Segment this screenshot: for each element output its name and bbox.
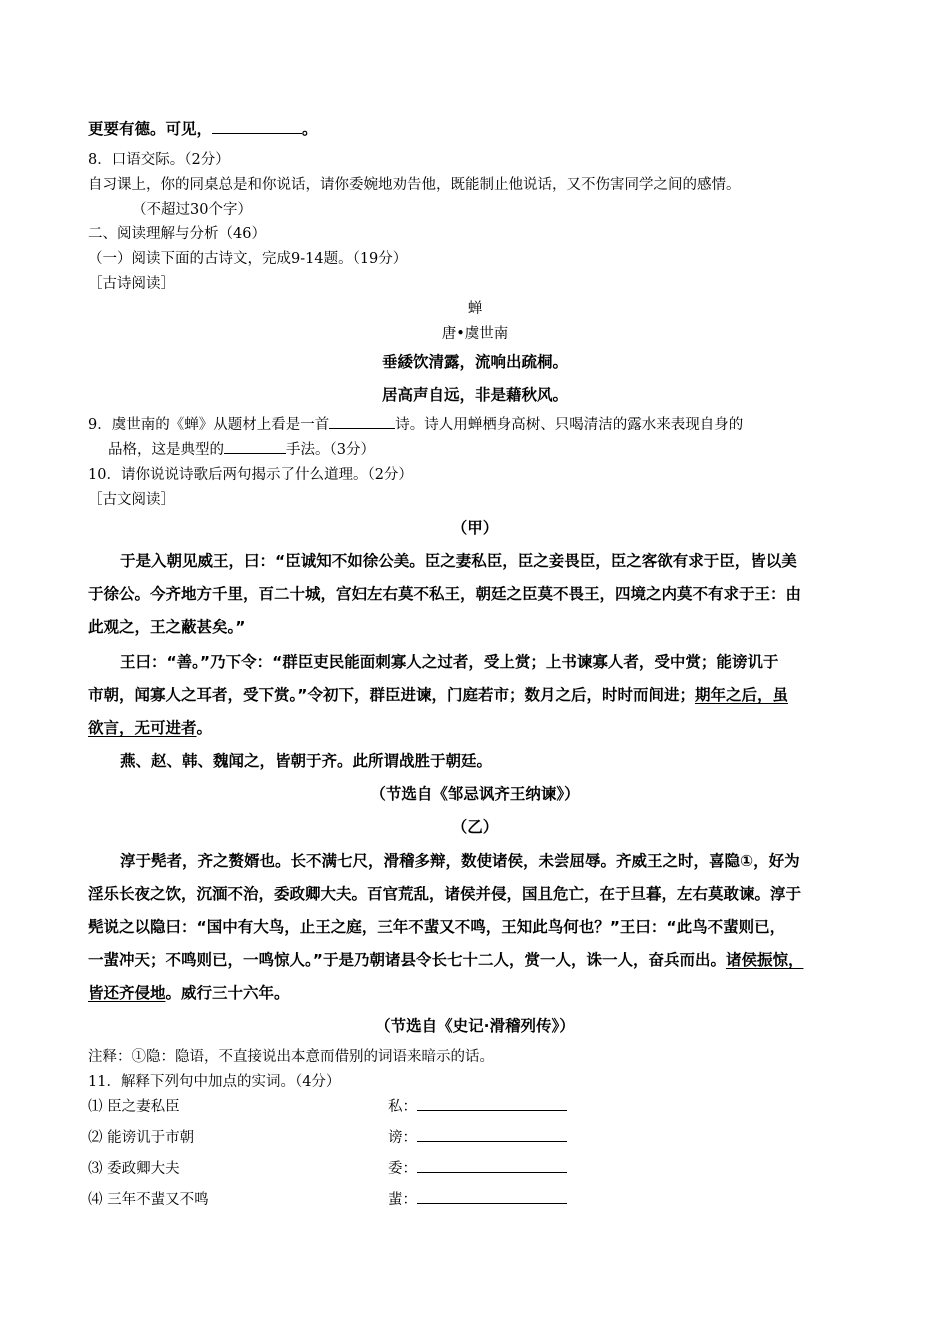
q9-text-c: 品格，这是典型的: [108, 442, 224, 458]
passage-b-source: （节选自《史记·滑稽列传》）: [375, 1017, 575, 1035]
q11-item-1: ⑴ 臣之妻私臣: [88, 1099, 180, 1115]
answer-blank: [224, 439, 286, 454]
answer-blank: [212, 119, 302, 134]
q8-limit: （不超过30个字）: [132, 202, 252, 218]
passage-a-line-2: 于徐公。今齐地方千里，百二十城，宫妇左右莫不私王，朝廷之臣莫不畏王，四境之内莫不有求于王：由: [88, 585, 802, 603]
answer-blank: [329, 414, 395, 429]
section2-heading: 二、阅读理解与分析（46）: [88, 226, 266, 242]
underlined-sentence: 诸侯振惊，: [725, 951, 804, 969]
q11-answer-2: [388, 1126, 567, 1147]
passage-a-label: （甲）: [451, 519, 499, 537]
q10-heading: 10．请你说说诗歌后两句揭示了什么道理。（2分）: [88, 467, 413, 483]
q11-item-2: ⑵ 能谤讥于市朝: [88, 1130, 195, 1146]
passage-a-text: 市朝，闻寡人之耳者，受下赏。”令初下，群臣进谏，门庭若市；数月之后，时时而间进；: [88, 686, 695, 704]
passage-a-line-3: 此观之，王之蔽甚矣。”: [88, 618, 246, 636]
answer-line: [417, 1127, 567, 1142]
poem-title: 蝉: [467, 301, 483, 317]
poem-line-2: 居高声自远，非是藉秋风。: [381, 386, 568, 404]
q8-body: 自习课上，你的同桌总是和你说话，请你委婉地劝告他，既能制止他说话，又不伤害同学之间的感情。: [88, 177, 741, 193]
answer-line: [417, 1158, 567, 1173]
passage-b-line-3: 髡说之以隐曰：“国中有大鸟，止王之庭，三年不蜚又不鸣，王知此鸟何也？”王曰：“此鸟不蜚则已，: [88, 918, 786, 936]
q11-word: 谤：: [388, 1130, 417, 1146]
part1-heading: （一）阅读下面的古诗文，完成9-14题。（19分）: [88, 251, 408, 267]
q9-text-d: 手法。（3分）: [286, 442, 375, 458]
continuation-end: 。: [302, 120, 318, 138]
q11-answer-1: [388, 1095, 567, 1116]
q11-item-3: ⑶ 委政卿大夫: [88, 1161, 180, 1177]
underlined-sentence-cont: 皆还齐侵地: [88, 984, 166, 1002]
passage-b-line-5: [88, 981, 290, 1003]
answer-line: [417, 1096, 567, 1111]
q8-heading: 8．口语交际。（2分）: [88, 152, 230, 168]
continuation-text: 更要有德。可见，: [88, 120, 213, 138]
passage-b-line-2: 淫乐长夜之饮，沉湎不治，委政卿大夫。百官荒乱，诸侯并侵，国且危亡，在于旦暮，左右莫敢谏。淳于: [88, 885, 802, 903]
passage-b-text: 一蜚冲天；不鸣则已，一鸣惊人。”于是乃朝诸县令长七十二人，赏一人，诛一人，奋兵而出。: [88, 951, 726, 969]
passage-a-line-4: 王曰：“善。”乃下令：“群臣吏民能面刺寡人之过者，受上赏；上书谏寡人者，受中赏；能谤讥于: [120, 653, 779, 671]
passage-b-line-4: [88, 948, 803, 970]
q9-text-a: 9．虞世南的《蝉》从题材上看是一首: [88, 417, 330, 433]
passage-b-line-1: 淳于髡者，齐之赘婿也。长不满七尺，滑稽多辩，数使诸侯，未尝屈辱。齐威王之时，喜隐①，好为: [120, 852, 800, 870]
q11-heading: 11．解释下列句中加点的实词。（4分）: [88, 1074, 341, 1090]
passage-a-line-1: 于是入朝见威王，曰：“臣诚知不如徐公美。臣之妻私臣，臣之妾畏臣，臣之客欲有求于臣，皆以美: [120, 552, 797, 570]
underlined-sentence-cont: 欲言，无可进者: [88, 719, 197, 737]
poem-author: 唐•虞世南: [441, 326, 509, 342]
q11-word: 私：: [388, 1099, 417, 1115]
passage-a-source: （节选自《邹忌讽齐王纳谏》）: [370, 785, 580, 803]
passage-a-text: 。: [196, 719, 213, 737]
poem-label: ［古诗阅读］: [88, 276, 175, 292]
answer-line: [417, 1189, 567, 1204]
prose-label: ［古文阅读］: [88, 492, 175, 508]
passage-a-line-6: [88, 716, 212, 738]
q11-item-4: ⑷ 三年不蜚又不鸣: [88, 1192, 209, 1208]
note: 注释：①隐：隐语，不直接说出本意而借别的词语来暗示的话。: [88, 1049, 494, 1065]
q9-line-2: [108, 438, 375, 459]
q9-text-b: 诗。诗人用蝉栖身高树、只喝清洁的露水来表现自身的: [395, 417, 744, 433]
passage-b-label: （乙）: [451, 818, 499, 836]
poem-line-1: 垂緌饮清露，流响出疏桐。: [381, 353, 568, 371]
q11-answer-3: [388, 1157, 567, 1178]
passage-b-text: 。威行三十六年。: [165, 984, 290, 1002]
q11-word: 委：: [388, 1161, 417, 1177]
underlined-sentence: 期年之后，虽: [694, 686, 788, 704]
continuation-line: [88, 117, 318, 139]
q11-answer-4: [388, 1188, 567, 1209]
passage-a-line-5: [88, 683, 788, 705]
passage-a-line-7: 燕、赵、韩、魏闻之，皆朝于齐。此所谓战胜于朝廷。: [120, 752, 493, 770]
q11-word: 蜚：: [388, 1192, 417, 1208]
q9-line-1: [88, 413, 743, 434]
